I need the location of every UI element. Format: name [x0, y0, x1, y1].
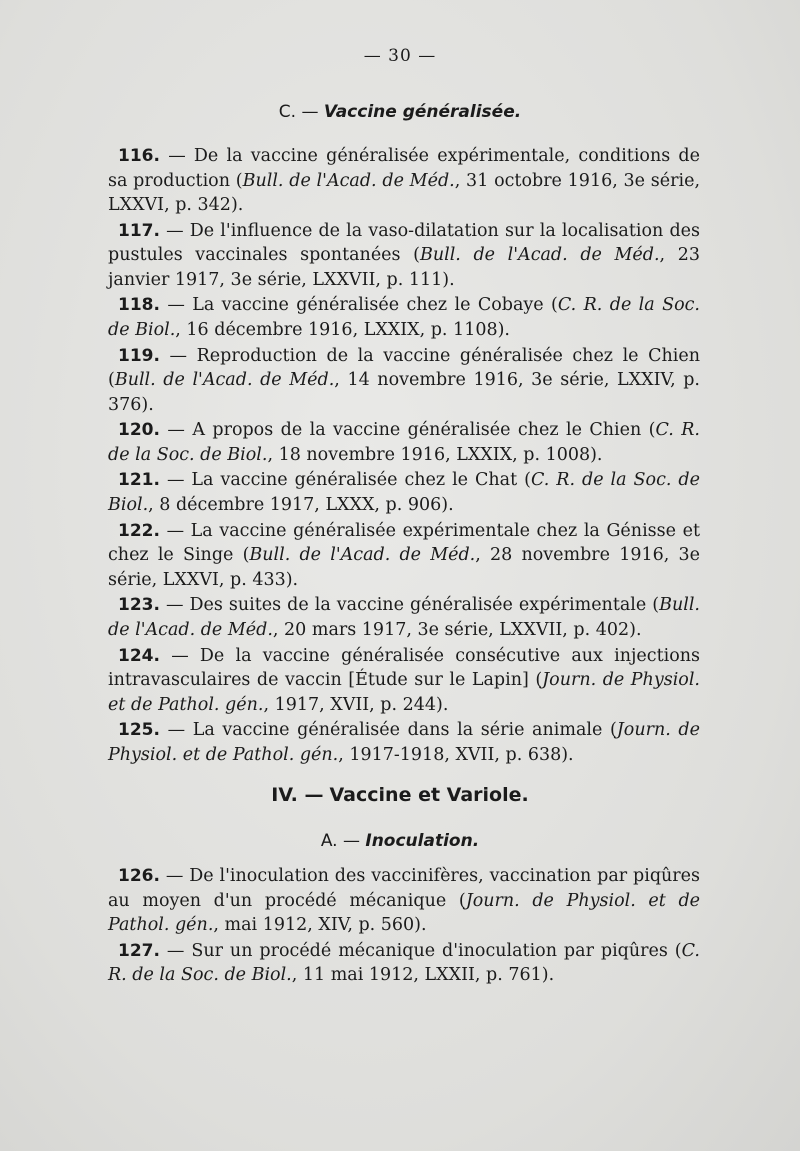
entry-ref-open: (: [646, 595, 660, 616]
entry-title: — Des suites de la vaccine généralisée expérimentale: [165, 595, 647, 616]
bibliography-entry: [108, 418, 700, 467]
section-title: Vaccine généralisée.: [323, 102, 522, 122]
bibliography-entry: [108, 219, 700, 293]
entry-title: — De l'inoculation des vaccinifères, vaccination par piqûres au moyen d'un procédé mécanique: [108, 866, 700, 911]
entry-title: — Reproduction de la vaccine généralisée chez le Chien: [169, 345, 700, 366]
entry-ref-open: (: [641, 420, 656, 441]
entry-ref-details: , 14 novembre 1916, 3e série, LXXIV, p. 376).: [108, 370, 700, 415]
entry-journal: Bull. de l'Acad. de Méd.: [242, 170, 455, 191]
entry-number: 124.: [118, 645, 160, 666]
section-heading-a: [0, 831, 800, 851]
entry-ref-open: (: [233, 545, 250, 566]
page-number: — 30 —: [363, 46, 437, 66]
entry-number: 123.: [118, 595, 160, 616]
entry-journal: C. R. de la Soc. de Biol.: [108, 420, 700, 465]
entry-journal: Journ. de Physiol. et de Pathol. gén.: [108, 670, 700, 715]
bibliography-entry: [108, 468, 700, 517]
bibliography-entry: [108, 864, 700, 938]
entry-title: — La vaccine généralisée chez le Chat: [166, 470, 518, 491]
bibliography-entry: [108, 293, 700, 342]
entry-number: 127.: [118, 940, 160, 961]
entry-ref-details: , 31 octobre 1916, 3e série, LXXVI, p. 342).: [108, 170, 701, 215]
entry-journal: Journ. de Physiol. et de Pathol. gén.: [108, 890, 701, 935]
entry-title: — De la vaccine généralisée expérimentale, conditions de sa production: [108, 146, 700, 191]
bibliography-entry: [108, 718, 700, 767]
entry-ref-open: (: [108, 370, 115, 391]
part-numeral: IV. —: [271, 784, 324, 806]
entry-journal: C. R. de la Soc. de Biol.: [108, 295, 700, 340]
entry-ref-details: , 18 novembre 1916, LXXIX, p. 1008).: [267, 444, 603, 465]
entry-ref-open: (: [230, 170, 243, 191]
entry-ref-details: , 28 novembre 1916, 3e série, LXXVI, p. 433).: [108, 545, 700, 590]
entry-ref-open: (: [528, 670, 543, 690]
entry-number: 116.: [118, 146, 160, 166]
entry-ref-open: (: [517, 470, 531, 491]
entry-number: 121.: [118, 470, 160, 491]
bibliography-list-a: [108, 864, 700, 989]
entry-title: — La vaccine généralisée chez le Cobaye: [167, 295, 544, 316]
entry-title: — La vaccine généralisée dans la série animale: [167, 720, 603, 741]
section-letter: A. —: [320, 831, 360, 851]
section-title: Inoculation.: [365, 831, 480, 851]
entry-journal: Bull. de l'Acad. de Méd.: [249, 545, 476, 566]
entry-ref-details: , 16 décembre 1916, LXXIX, p. 1108).: [175, 319, 510, 340]
entry-number: 118.: [118, 295, 160, 316]
section-letter: C. —: [278, 102, 319, 122]
entry-number: 126.: [118, 866, 160, 886]
entry-number: 120.: [118, 420, 160, 441]
entry-ref-open: (: [667, 940, 682, 961]
entry-title: — La vaccine généralisée expérimentale chez la Génisse et chez le Singe: [108, 520, 700, 566]
section-heading-c: [0, 102, 800, 122]
entry-title: — A propos de la vaccine généralisée chez le Chien: [167, 420, 642, 441]
entry-number: 119.: [118, 345, 160, 366]
entry-ref-details: , 1917, XVII, p. 244).: [263, 694, 449, 715]
entry-ref-details: , 11 mai 1912, LXXII, p. 761).: [291, 965, 555, 986]
bibliography-list-c: [108, 144, 700, 768]
entry-ref-open: (: [602, 720, 617, 741]
part-title: Vaccine et Variole.: [329, 784, 529, 806]
entry-ref-details: , mai 1912, XIV, p. 560).: [213, 915, 427, 935]
entry-journal: Bull. de l'Acad. de Méd.: [108, 595, 700, 640]
entry-number: 125.: [118, 720, 160, 741]
bibliography-entry: [108, 144, 700, 218]
entry-ref-details: , 8 décembre 1917, LXXX, p. 906).: [148, 494, 454, 515]
entry-ref-open: (: [543, 295, 558, 316]
entry-ref-details: , 23 janvier 1917, 3e série, LXXVII, p. 111).: [108, 245, 700, 290]
entry-ref-open: (: [446, 890, 466, 911]
entry-journal: Bull. de l'Acad. de Méd.: [114, 370, 335, 391]
entry-journal: Journ. de Physiol. et de Pathol. gén.: [108, 720, 700, 765]
bibliography-entry: [108, 344, 700, 418]
entry-title: — De la vaccine généralisée consécutive aux injections intravasculaires de vaccin [Étude sur le Lapin]: [108, 645, 700, 690]
bibliography-entry: [108, 519, 700, 593]
part-heading-iv: [0, 784, 800, 806]
entry-ref-details: , 1917-1918, XVII, p. 638).: [338, 744, 574, 765]
entry-number: 117.: [118, 220, 160, 241]
entry-journal: C. R. de la Soc. de Biol.: [108, 940, 700, 986]
entry-title: — Sur un procédé mécanique d'inoculation par piqûres: [166, 940, 668, 961]
entry-ref-open: (: [400, 245, 420, 266]
entry-journal: C. R. de la Soc. de Biol.: [108, 470, 700, 515]
entry-journal: Bull. de l'Acad. de Méd.: [419, 245, 660, 266]
bibliography-entry: [108, 644, 700, 718]
entry-title: — De l'influence de la vaso-dilatation sur la localisation des pustules vaccinales spontanées: [108, 220, 700, 266]
bibliography-entry: [108, 939, 700, 988]
entry-ref-details: , 20 mars 1917, 3e série, LXXVII, p. 402).: [272, 619, 642, 640]
bibliography-entry: [108, 593, 700, 642]
entry-number: 122.: [118, 520, 160, 541]
